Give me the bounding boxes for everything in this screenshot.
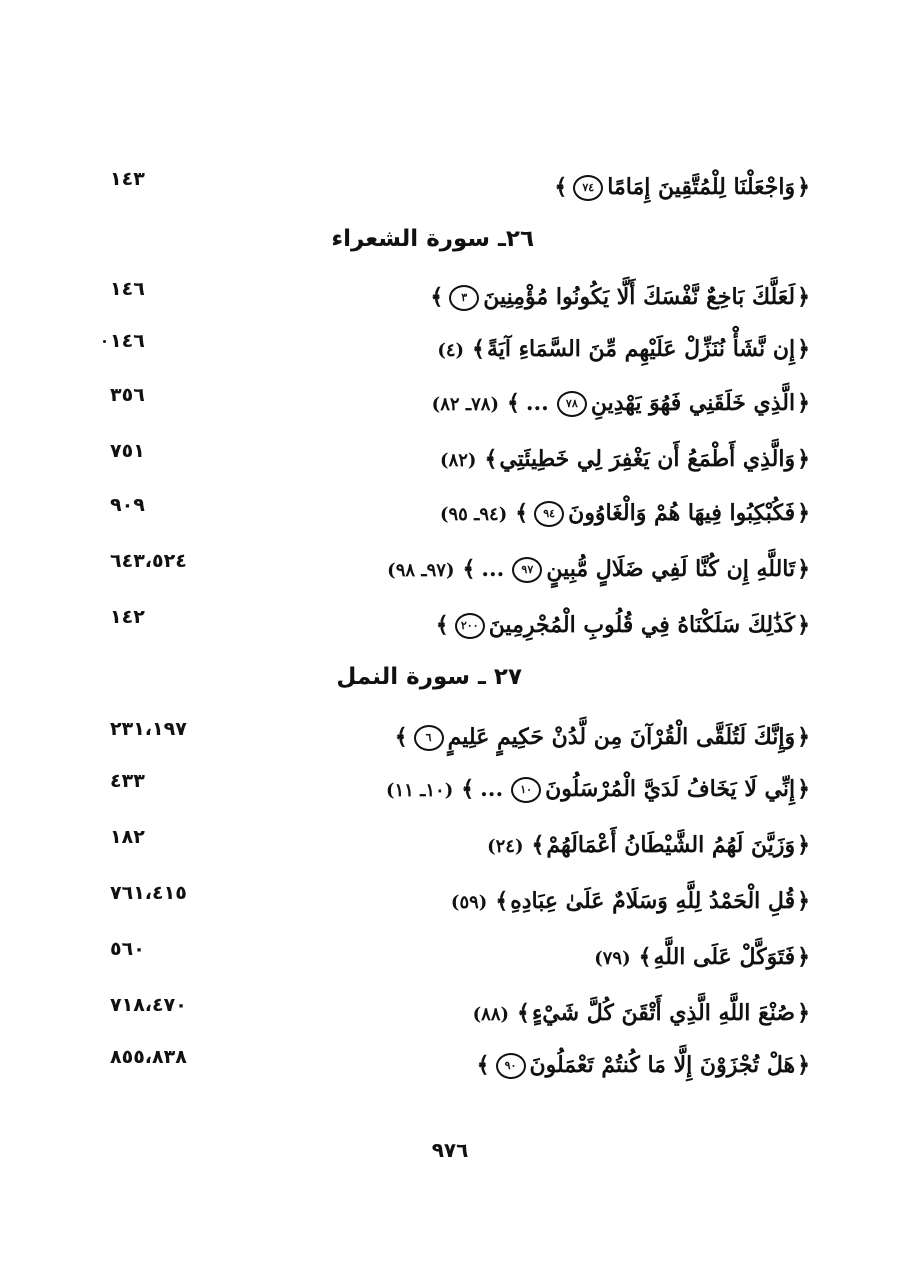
- page-references: ١٨٢: [110, 826, 145, 848]
- verse-text-line: [434, 612, 812, 639]
- page-references: ٥٦٠: [110, 938, 145, 960]
- ayah-number-marker: ٩٤: [534, 501, 564, 527]
- ornate-bracket-close-icon: ﴾: [495, 888, 509, 914]
- page-references: ٤٣٣: [110, 770, 145, 792]
- verse-text: وَاجْعَلْنَا لِلْمُتَّقِينَ إِمَامًا: [607, 174, 796, 200]
- ornate-bracket-close-icon: ﴾: [476, 1052, 490, 1078]
- page-references: ٢٣١،١٩٧: [110, 718, 187, 740]
- surah-heading: ٢٧ ـ سورة النمل: [336, 664, 522, 690]
- ornate-bracket-open-icon: ﴿: [797, 284, 810, 310]
- page-references: ٧٦١،٤١٥: [110, 882, 187, 904]
- ayah-reference: (٩٤ـ ٩٥): [439, 504, 508, 525]
- page-references: ١٤٣: [110, 168, 145, 190]
- page-references: ٩٠٩: [110, 494, 145, 516]
- page-references: ٧٥١: [110, 440, 145, 462]
- ornate-bracket-close-icon: ﴾: [515, 500, 529, 526]
- verse-entry: [110, 938, 812, 982]
- verse-text: وَإِنَّكَ لَتُلَقَّى الْقُرْآنَ مِن لَّدُنْ حَكِيمٍ عَلِيمٍ: [447, 724, 796, 750]
- verse-text: لَعَلَّكَ بَاخِعٌ نَّفْسَكَ أَلَّا يَكُونُوا مُؤْمِنِينَ: [483, 284, 796, 310]
- ornate-bracket-open-icon: ﴿: [797, 556, 810, 582]
- verse-text-line: [473, 1000, 812, 1026]
- page-references: ٧١٨،٤٧٠: [110, 994, 187, 1016]
- verse-entry: [110, 330, 812, 374]
- ayah-reference: (٢٤): [487, 836, 524, 857]
- ornate-bracket-close-icon: ﴾: [430, 284, 444, 310]
- verse-text-line: [552, 174, 812, 201]
- verse-text: كَذَٰلِكَ سَلَكْنَاهُ فِي قُلُوبِ الْمُجْرِمِينَ: [488, 612, 796, 638]
- verse-text: وَالَّذِي أَطْمَعُ أَن يَغْفِرَ لِي خَطِيئَتِي: [499, 446, 796, 472]
- verse-text-line: [440, 446, 812, 472]
- ornate-bracket-open-icon: ﴿: [797, 500, 810, 526]
- ornate-bracket-close-icon: ﴾: [638, 944, 652, 970]
- verse-entry: [110, 550, 812, 594]
- ayah-number-marker: ٢٠٠: [455, 613, 485, 639]
- ellipsis: ...: [525, 390, 549, 416]
- verse-text-line: [475, 1052, 812, 1079]
- verse-text-line: [487, 832, 812, 858]
- page-references: ٣٥٦: [110, 384, 145, 406]
- ayah-reference: (٧٩): [594, 948, 631, 969]
- surah-heading: ٢٦ـ سورة الشعراء: [331, 226, 534, 252]
- ellipsis: ...: [481, 556, 505, 582]
- ornate-bracket-open-icon: ﴿: [797, 336, 810, 362]
- ayah-number-marker: ٦: [414, 725, 444, 751]
- verse-text-line: [440, 500, 812, 527]
- verse-text-line: [451, 888, 812, 914]
- verse-text: الَّذِي خَلَقَنِي فَهُوَ يَهْدِينِ: [590, 390, 796, 416]
- ornate-bracket-close-icon: ﴾: [461, 776, 475, 802]
- ayah-reference: (٨٢): [440, 450, 477, 471]
- ayah-number-marker: ٩٠: [496, 1053, 526, 1079]
- ornate-bracket-close-icon: ﴾: [435, 612, 449, 638]
- verse-entry: [110, 440, 812, 484]
- verse-entry: [110, 994, 812, 1038]
- ornate-bracket-open-icon: ﴿: [797, 776, 810, 802]
- page-references: ٨٥٥،٨٣٨: [110, 1046, 187, 1068]
- ornate-bracket-close-icon: ﴾: [394, 724, 408, 750]
- verse-text-line: [594, 944, 812, 970]
- verse-text: قُلِ الْحَمْدُ لِلَّهِ وَسَلَامٌ عَلَىٰ عِبَادِهِ: [510, 888, 796, 914]
- verse-text-line: [387, 556, 812, 583]
- verse-entry: [110, 718, 812, 762]
- verse-text: هَلْ تُجْزَوْنَ إِلَّا مَا كُنتُمْ تَعْمَلُونَ: [529, 1052, 796, 1078]
- verse-entry: [110, 1046, 812, 1090]
- ayah-number-marker: ٩٧: [512, 557, 542, 583]
- verse-entry: [110, 384, 812, 428]
- ornate-bracket-open-icon: ﴿: [797, 612, 810, 638]
- ayah-number-marker: ٧٤: [573, 175, 603, 201]
- ornate-bracket-open-icon: ﴿: [797, 174, 810, 200]
- verse-text-line: [386, 776, 812, 803]
- ayah-reference: (٥٩): [450, 892, 488, 913]
- ornate-bracket-close-icon: ﴾: [517, 1000, 530, 1026]
- verse-text-line: [432, 390, 812, 417]
- verse-text: وَزَيَّنَ لَهُمُ الشَّيْطَانُ أَعْمَالَهُمْ: [546, 832, 796, 858]
- verse-text: إِن نَّشَأْ نُنَزِّلْ عَلَيْهِم مِّنَ السَّمَاءِ آيَةً: [486, 336, 796, 362]
- ornate-bracket-open-icon: ﴿: [797, 832, 810, 858]
- ayah-reference: (١٠ـ ١١): [385, 780, 454, 801]
- verse-text-line: [428, 284, 812, 311]
- ayah-number-marker: ٣: [449, 285, 479, 311]
- stray-mark: [103, 340, 106, 343]
- page-references: ٦٤٣،٥٢٤: [110, 550, 187, 572]
- ayah-number-marker: ٧٨: [557, 391, 587, 417]
- ornate-bracket-open-icon: ﴿: [797, 888, 810, 914]
- page-references: ١٤٦: [110, 330, 145, 352]
- ellipsis: ...: [480, 776, 504, 802]
- page-references: ١٤٢: [110, 606, 145, 628]
- verse-text: صُنْعَ اللَّهِ الَّذِي أَتْقَنَ كُلَّ شَيْءٍ: [531, 1000, 796, 1026]
- ornate-bracket-close-icon: ﴾: [531, 832, 545, 858]
- ayah-number-marker: ١٠: [511, 777, 541, 803]
- ornate-bracket-close-icon: ﴾: [554, 174, 568, 200]
- verse-text: فَتَوَكَّلْ عَلَى اللَّهِ: [653, 944, 796, 970]
- verse-text-line: [437, 336, 812, 362]
- ornate-bracket-close-icon: ﴾: [484, 446, 498, 472]
- page-number: ٩٧٦: [431, 1138, 469, 1162]
- ayah-reference: (٧٨ـ ٨٢): [431, 394, 499, 415]
- ornate-bracket-open-icon: ﴿: [797, 1000, 810, 1026]
- verse-text: تَاللَّهِ إِن كُنَّا لَفِي ضَلَالٍ مُّبِينٍ: [546, 556, 796, 582]
- verse-entry: [110, 882, 812, 926]
- ornate-bracket-open-icon: ﴿: [797, 724, 810, 750]
- verse-text: إِنِّي لَا يَخَافُ لَدَيَّ الْمُرْسَلُونَ: [545, 776, 796, 802]
- verse-entry: [110, 826, 812, 870]
- verse-entry: [110, 770, 812, 814]
- ayah-reference: (٨٨): [472, 1004, 510, 1025]
- ornate-bracket-close-icon: ﴾: [462, 556, 476, 582]
- verse-entry: [110, 278, 812, 322]
- ayah-reference: (٩٧ـ ٩٨): [387, 560, 455, 581]
- ornate-bracket-close-icon: ﴾: [506, 390, 520, 416]
- ayah-reference: (٤): [437, 340, 465, 361]
- verse-text-line: [393, 724, 812, 751]
- verse-text: فَكُبْكِبُوا فِيهَا هُمْ وَالْغَاوُونَ: [568, 500, 796, 526]
- verse-entry: [110, 168, 812, 212]
- ornate-bracket-open-icon: ﴿: [797, 390, 810, 416]
- ornate-bracket-open-icon: ﴿: [797, 446, 810, 472]
- verse-entry: [110, 606, 812, 650]
- ornate-bracket-close-icon: ﴾: [472, 336, 485, 362]
- page-references: ١٤٦: [110, 278, 145, 300]
- ornate-bracket-open-icon: ﴿: [797, 1052, 810, 1078]
- verse-entry: [110, 494, 812, 538]
- ornate-bracket-open-icon: ﴿: [797, 944, 810, 970]
